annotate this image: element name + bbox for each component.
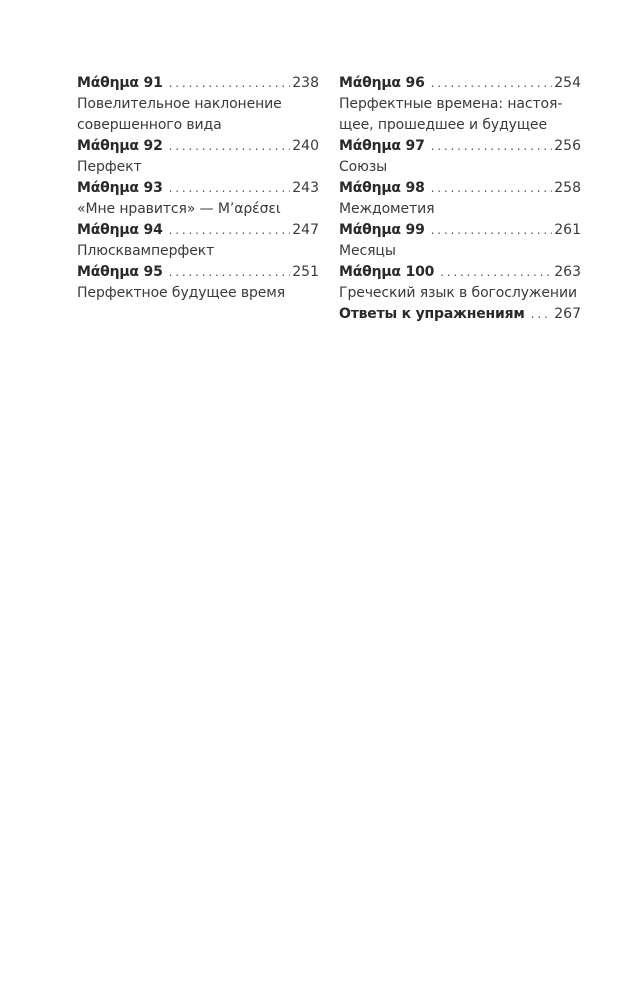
toc-entry [339, 220, 581, 262]
toc-entry-subtitle: Месяцы [339, 243, 396, 259]
toc-entry [77, 178, 319, 220]
dot-leader [431, 220, 553, 241]
toc-entry-page-number: 251 [292, 264, 319, 280]
toc-entry-page-number: 254 [554, 75, 581, 91]
toc-entry-subtitle: Перфектное будущее время [77, 285, 286, 301]
dot-leader [169, 136, 291, 157]
toc-entry-page-number: 263 [554, 264, 581, 280]
toc-entry-heading [339, 220, 581, 241]
toc-entry-title: Μάθημα 98 [339, 180, 425, 196]
toc-entry-title: Μάθημα 93 [77, 180, 163, 196]
toc-entry-title: Μάθημα 95 [77, 264, 163, 280]
toc-entry-heading [339, 136, 581, 157]
toc-column-left [77, 73, 319, 304]
toc-entry-title: Μάθημα 91 [77, 75, 163, 91]
toc-entry-page-number: 247 [292, 222, 319, 238]
toc-entry-title: Μάθημα 100 [339, 264, 435, 280]
toc-column-right [339, 73, 581, 325]
dot-leader [431, 136, 553, 157]
toc-entry-heading [77, 136, 319, 157]
toc-entry-subtitle: Плюсквамперфект [77, 243, 215, 259]
dot-leader [169, 220, 291, 241]
toc-entry-page-number: 267 [554, 306, 581, 322]
toc-entry-title: Μάθημα 97 [339, 138, 425, 154]
toc-entry-page-number: 243 [292, 180, 319, 196]
toc-entry-heading [339, 178, 581, 199]
toc-entry-title: Ответы к упражнениям [339, 306, 525, 322]
toc-entry-subtitle: «Мне нравится» — Μ’αρέσει [77, 201, 281, 217]
toc-entry [339, 73, 581, 136]
toc-entry-heading [339, 262, 581, 283]
toc-entry-heading [77, 178, 319, 199]
dot-leader [169, 262, 291, 283]
dot-leader [169, 73, 291, 94]
dot-leader [531, 304, 553, 325]
toc-entry-heading [77, 220, 319, 241]
toc-entry-subtitle: Междометия [339, 201, 435, 217]
toc-entry-page-number: 258 [554, 180, 581, 196]
toc-entry-title: Μάθημα 94 [77, 222, 163, 238]
dot-leader [169, 178, 291, 199]
toc-entry-title: Μάθημα 99 [339, 222, 425, 238]
toc-entry-subtitle: Перфект [77, 159, 142, 175]
toc-entry-subtitle: Греческий язык в богослужении [339, 285, 577, 301]
toc-entry [77, 220, 319, 262]
dot-leader [431, 73, 553, 94]
dot-leader [431, 178, 553, 199]
toc-entry [339, 178, 581, 220]
toc-entry-heading [339, 73, 581, 94]
toc-entry [339, 304, 581, 325]
dot-leader [440, 262, 552, 283]
toc-entry-page-number: 261 [554, 222, 581, 238]
toc-entry [77, 136, 319, 178]
toc-entry [77, 73, 319, 136]
toc-entry-page-number: 240 [292, 138, 319, 154]
toc-entry [77, 262, 319, 304]
toc-entry-subtitle: Союзы [339, 159, 388, 175]
toc-entry-page-number: 238 [292, 75, 319, 91]
toc-entry-subtitle: Перфектные времена: настоя-щее, прошедшее и будущее [339, 96, 563, 133]
toc-entry-heading [77, 262, 319, 283]
toc-entry-heading [339, 304, 581, 325]
toc-entry-heading [77, 73, 319, 94]
toc-entry [339, 136, 581, 178]
toc-entry-subtitle: Повелительное наклонение совершенного вида [77, 96, 282, 133]
toc-entry-title: Μάθημα 96 [339, 75, 425, 91]
toc-entry-title: Μάθημα 92 [77, 138, 163, 154]
toc-entry [339, 262, 581, 304]
toc-entry-page-number: 256 [554, 138, 581, 154]
